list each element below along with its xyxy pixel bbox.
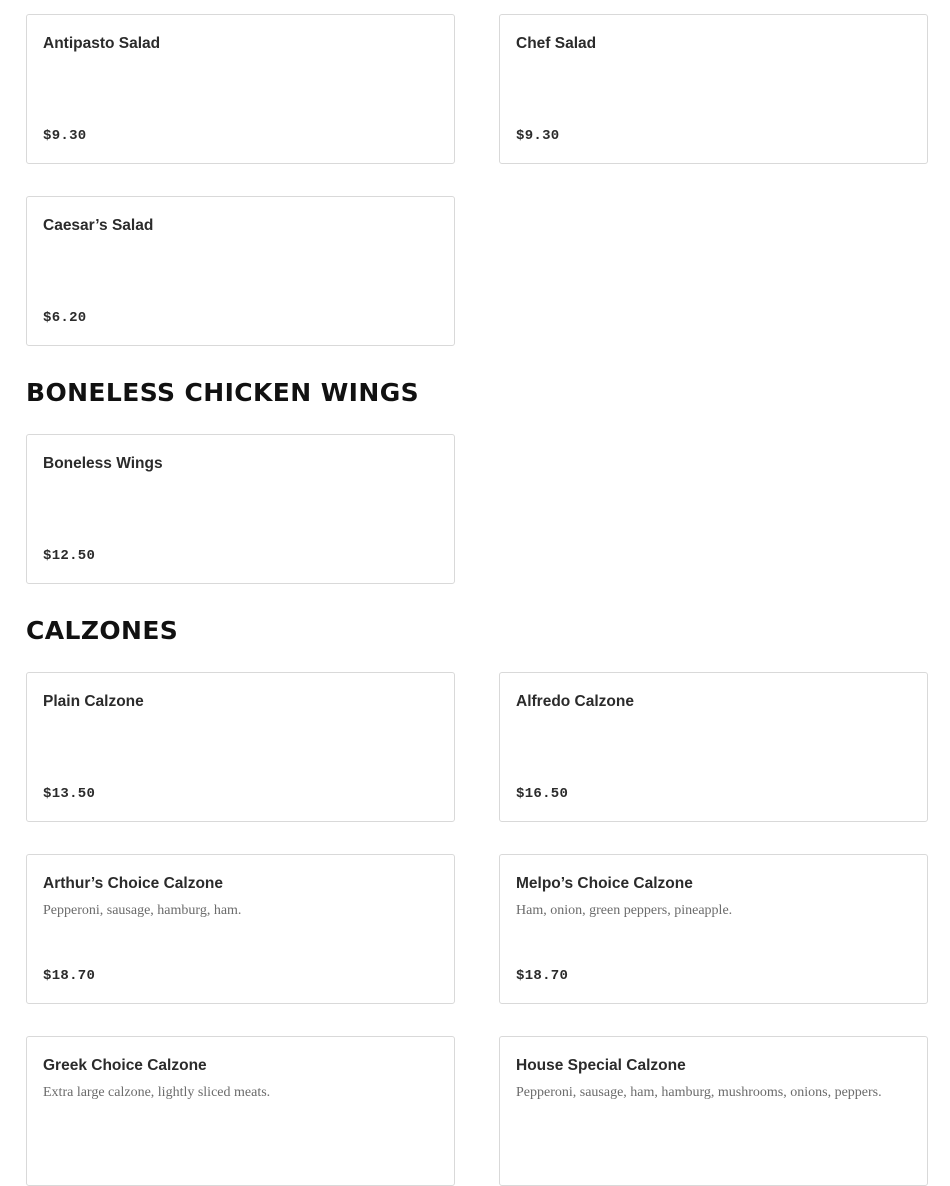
menu-item-price: $9.30 [516, 128, 560, 144]
menu-item-description: Extra large calzone, lightly sliced meats. [43, 1085, 271, 1100]
menu-item-name: Arthur’s Choice Calzone [43, 875, 223, 892]
menu-item-name: Plain Calzone [43, 693, 144, 710]
menu-item-name: Greek Choice Calzone [43, 1057, 207, 1074]
menu-item-card[interactable] [499, 672, 928, 822]
section-title-calzones: CALZONES [26, 616, 179, 645]
menu-item-name: Antipasto Salad [43, 35, 161, 52]
menu-item-card[interactable] [499, 1036, 928, 1186]
menu-item-price: $16.50 [516, 786, 569, 802]
menu-item-card[interactable] [26, 434, 455, 584]
menu-item-card[interactable] [26, 14, 455, 164]
menu-item-description: Ham, onion, green peppers, pineapple. [516, 903, 733, 918]
menu-item-card[interactable] [26, 196, 455, 346]
menu-item-name: House Special Calzone [516, 1057, 686, 1074]
section-title-boneless-chicken-wings: BONELESS CHICKEN WINGS [26, 378, 420, 407]
menu-item-name: Melpo’s Choice Calzone [516, 875, 693, 892]
menu-item-price: $12.50 [43, 548, 96, 564]
menu-item-name: Alfredo Calzone [516, 693, 634, 710]
menu-item-card[interactable] [499, 14, 928, 164]
menu-item-card[interactable] [499, 854, 928, 1004]
menu-item-name: Caesar’s Salad [43, 217, 154, 234]
menu-item-card[interactable] [26, 1036, 455, 1186]
menu-item-price: $9.30 [43, 128, 87, 144]
menu-item-description: Pepperoni, sausage, ham, hamburg, mushrooms, onions, peppers. [516, 1085, 882, 1100]
menu-item-description: Pepperoni, sausage, hamburg, ham. [43, 903, 242, 918]
menu-item-card[interactable] [26, 854, 455, 1004]
menu-item-price: $18.70 [43, 968, 96, 984]
menu-item-name: Chef Salad [516, 35, 597, 52]
menu-item-price: $18.70 [516, 968, 569, 984]
menu-item-card[interactable] [26, 672, 455, 822]
menu-item-price: $13.50 [43, 786, 96, 802]
menu-item-name: Boneless Wings [43, 455, 163, 472]
menu-item-price: $6.20 [43, 310, 87, 326]
